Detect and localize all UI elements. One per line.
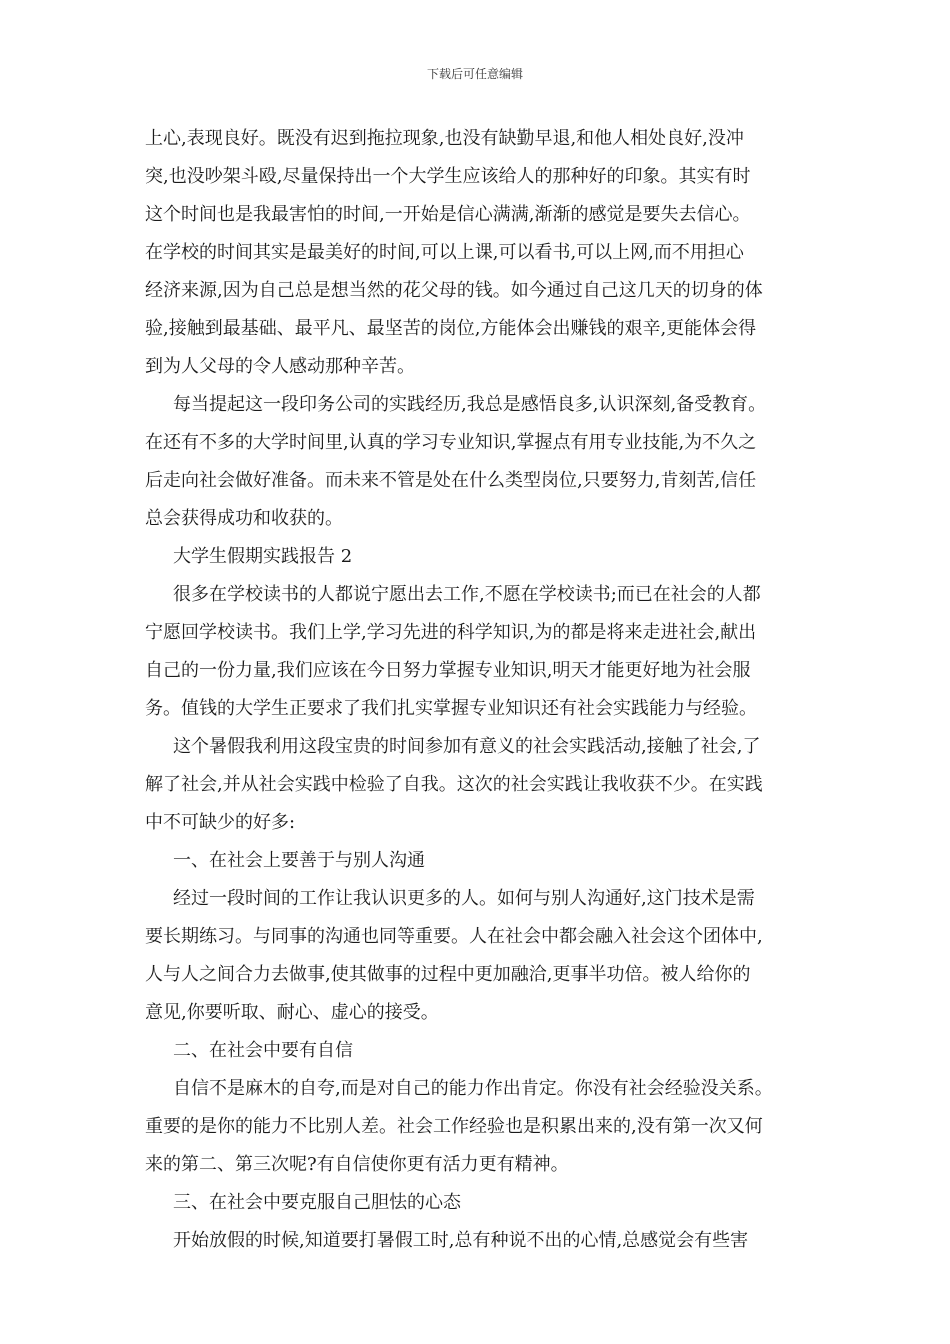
text-line: 很多在学校读书的人都说宁愿出去工作,不愿在学校读书;而已在社会的人都 bbox=[173, 584, 761, 605]
text-line: 意见,你要听取、耐心、虚心的接受。 bbox=[145, 1002, 439, 1023]
text-line: 务。值钱的大学生正要求了我们扎实掌握专业知识还有社会实践能力与经验。 bbox=[145, 698, 757, 719]
text-line: 三、在社会中要克服自己胆怯的心态 bbox=[173, 1192, 461, 1213]
text-line: 验,接触到最基础、最平凡、最坚苦的岗位,方能体会出赚钱的艰辛,更能体会得 bbox=[145, 318, 757, 339]
text-line: 要长期练习。与同事的沟通也同等重要。人在社会中都会融入社会这个团体中, bbox=[145, 926, 763, 947]
text-line: 后走向社会做好准备。而未来不管是处在什么类型岗位,只要努力,肯刻苦,信任 bbox=[145, 470, 757, 491]
document-body bbox=[145, 120, 820, 1260]
text-line: 突,也没吵架斗殴,尽量保持出一个大学生应该给人的那种好的印象。其实有时 bbox=[145, 166, 751, 187]
text-line: 总会获得成功和收获的。 bbox=[145, 508, 343, 529]
text-line: 经济来源,因为自己总是想当然的花父母的钱。如今通过自己这几天的切身的体 bbox=[145, 280, 763, 301]
text-line: 这个暑假我利用这段宝贵的时间参加有意义的社会实践活动,接触了社会,了 bbox=[173, 736, 761, 757]
page-header: 下载后可任意编辑 bbox=[426, 67, 523, 81]
text-line: 来的第二、第三次呢?有自信使你更有活力更有精神。 bbox=[145, 1154, 569, 1175]
text-line: 人与人之间合力去做事,使其做事的过程中更加融洽,更事半功倍。被人给你的 bbox=[145, 964, 751, 985]
text-line: 在还有不多的大学时间里,认真的学习专业知识,掌握点有用专业技能,为不久之 bbox=[145, 432, 757, 453]
text-line: 到为人父母的令人感动那种辛苦。 bbox=[145, 356, 415, 377]
text-line: 上心,表现良好。既没有迟到拖拉现象,也没有缺勤早退,和他人相处良好,没冲 bbox=[145, 128, 744, 149]
text-line: 一、在社会上要善于与别人沟通 bbox=[173, 850, 425, 871]
text-line: 经过一段时间的工作让我认识更多的人。如何与别人沟通好,这门技术是需 bbox=[173, 888, 755, 909]
text-line: 解了社会,并从社会实践中检验了自我。这次的社会实践让我收获不少。在实践 bbox=[145, 774, 763, 795]
text-line: 自己的一份力量,我们应该在今日努力掌握专业知识,明天才能更好地为社会服 bbox=[145, 660, 751, 681]
text-line: 宁愿回学校读书。我们上学,学习先进的科学知识,为的都是将来走进社会,献出 bbox=[145, 622, 757, 643]
text-line: 重要的是你的能力不比别人差。社会工作经验也是积累出来的,没有第一次又何 bbox=[145, 1116, 763, 1137]
text-line: 大学生假期实践报告 2 bbox=[173, 546, 353, 567]
text-line: 在学校的时间其实是最美好的时间,可以上课,可以看书,可以上网,而不用担心 bbox=[145, 242, 744, 263]
text-line: 中不可缺少的好多: bbox=[145, 812, 296, 833]
text-line: 这个时间也是我最害怕的时间,一开始是信心满满,渐渐的感觉是要失去信心。 bbox=[145, 204, 751, 225]
text-line: 开始放假的时候,知道要打暑假工时,总有种说不出的心情,总感觉会有些害 bbox=[173, 1230, 749, 1251]
text-line: 每当提起这一段印务公司的实践经历,我总是感悟良多,认识深刻,备受教育。 bbox=[173, 394, 767, 415]
text-line: 二、在社会中要有自信 bbox=[173, 1040, 353, 1061]
text-line: 自信不是麻木的自夸,而是对自己的能力作出肯定。你没有社会经验没关系。 bbox=[173, 1078, 773, 1099]
